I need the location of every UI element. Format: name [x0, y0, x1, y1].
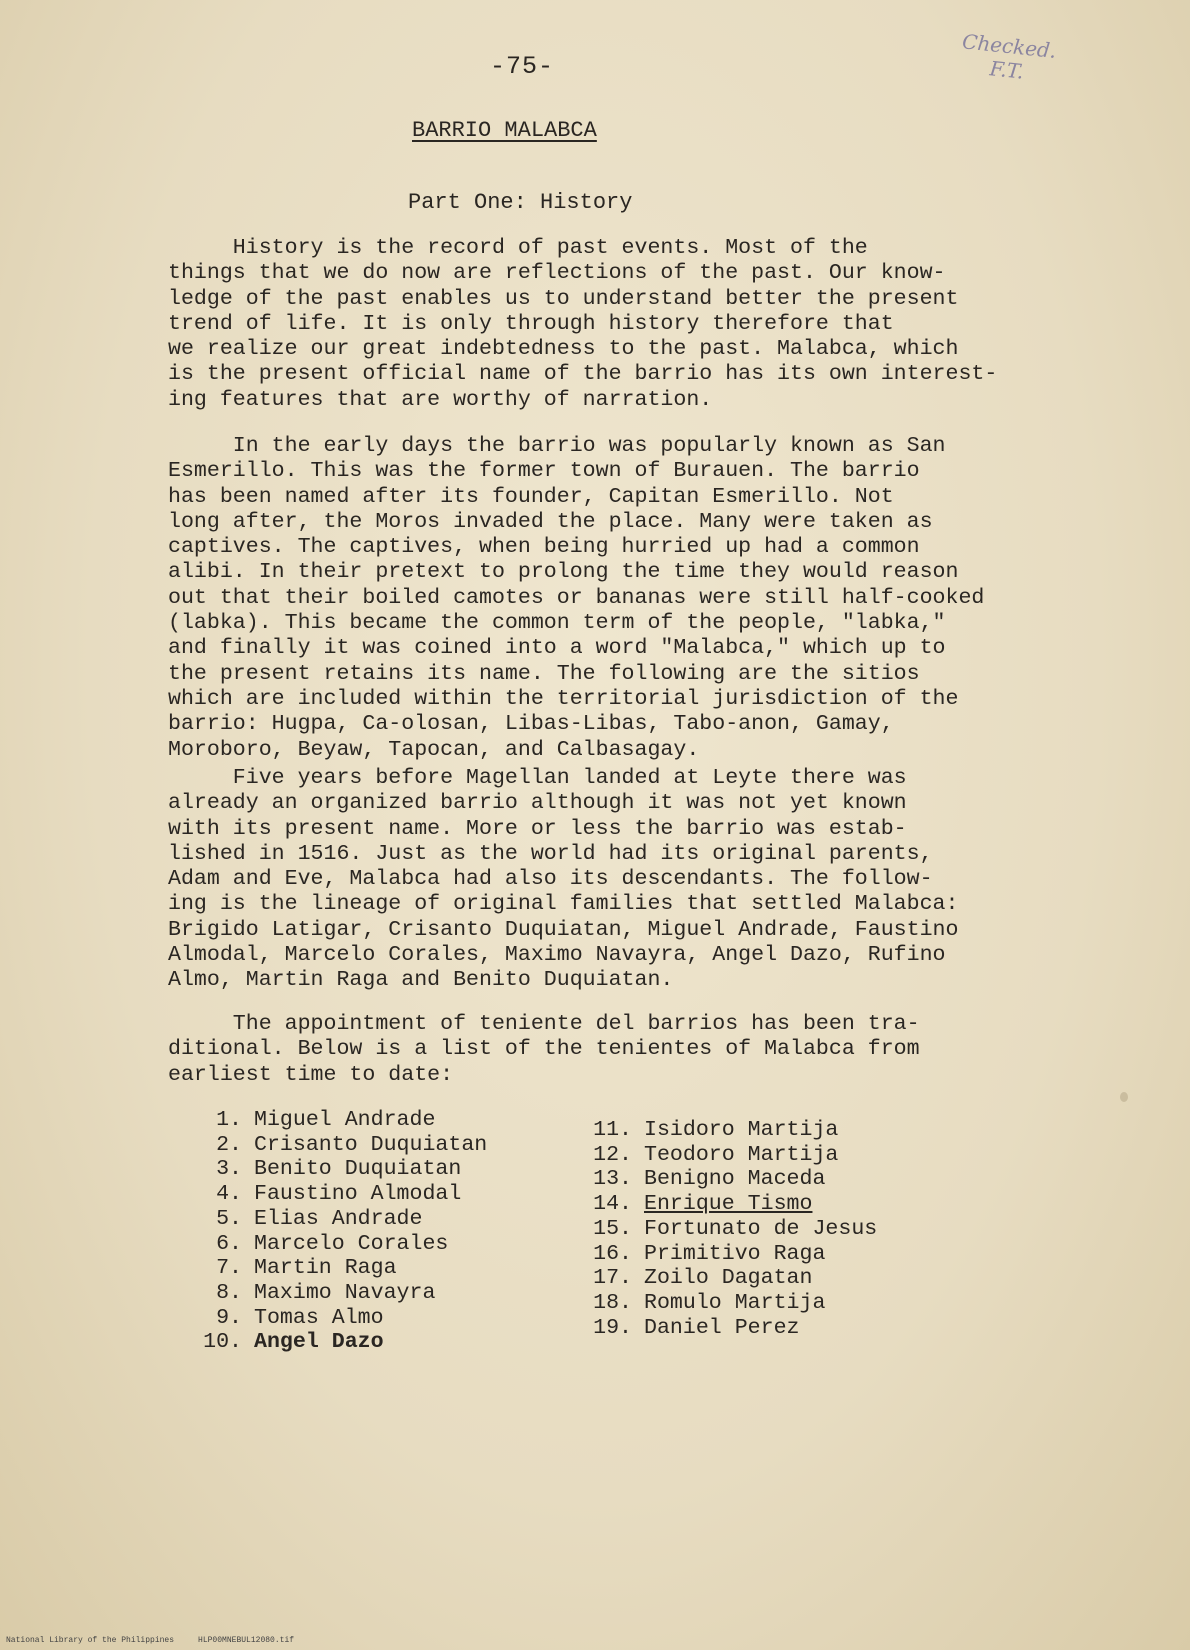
list-item: 12. Teodoro Martija: [593, 1142, 839, 1167]
list-item: 19. Daniel Perez: [593, 1315, 800, 1340]
list-item: 14. Enrique Tismo: [593, 1192, 813, 1217]
archive-footer: National Library of the Philippines HLP00MNEBUL12080.tif: [6, 1636, 295, 1645]
section-heading: Part One: History: [408, 190, 633, 215]
paragraph-founding: Five years before Magellan landed at Leyte there was already an organized barrio although it was not yet known with its present name. More or less the barrio was estab- lished in 1516. Just as the world had its original parents, Adam and Eve, Malabca had also its descendants. The follow- ing is the lineage of original families that settled Malabca: Brigido Latigar, Crisanto Duquiatan, Miguel Andrade, Faustino Almodal, Marcelo Corales, Maximo Navayra, Angel Dazo, Rufino Almo, Martin Raga and Benito Duquiatan.: [168, 766, 959, 993]
tenientes-list-left: [190, 1108, 487, 1355]
list-item: 11. Isidoro Martija: [593, 1118, 839, 1142]
list-item: 4. Faustino Almodal: [216, 1182, 462, 1207]
list-item: 6. Marcelo Corales: [216, 1231, 449, 1256]
list-item: 8. Maximo Navayra: [216, 1280, 436, 1305]
list-item: 3. Benito Duquiatan: [216, 1157, 462, 1182]
list-item: 9. Tomas Almo: [216, 1305, 384, 1330]
list-item: 18. Romulo Martija: [593, 1290, 826, 1315]
list-item: 2. Crisanto Duquiatan: [216, 1132, 488, 1157]
list-item: 17. Zoilo Dagatan: [593, 1266, 813, 1291]
list-item: 1. Miguel Andrade: [216, 1108, 436, 1132]
list-item: 13. Benigno Maceda: [593, 1167, 826, 1192]
paragraph-history-intro: History is the record of past events. Most of the things that we do now are reflections of the past. Our know- ledge of the past enables us to understand better the present trend of life. It is only through history therefore that we realize our great indebtedness to the past. Malabca, which is the present official name of the barrio has its own interest- ing features that are worthy of narration.: [168, 236, 998, 412]
list-item: 15. Fortunato de Jesus: [593, 1216, 878, 1241]
document-title: BARRIO MALABCA: [412, 118, 597, 143]
tenientes-list-right: [580, 1118, 877, 1340]
paper-blemish: [1120, 1092, 1128, 1102]
list-item: 10. Angel Dazo: [203, 1330, 384, 1355]
list-item: 7. Martin Raga: [216, 1256, 397, 1281]
list-item: 5. Elias Andrade: [216, 1206, 423, 1231]
page-number: -75-: [490, 52, 555, 81]
handwritten-annotation: Checked. F.T.: [961, 29, 1058, 84]
paragraph-early-days: In the early days the barrio was popularly known as San Esmerillo. This was the former town of Burauen. The barrio has been named after its founder, Capitan Esmerillo. Not long after, the Moros invaded the place. Many were taken as captives. The captives, when being hurried up had a common alibi. In their pretext to prolong the time they would reason out that their boiled camotes or bananas were still half-cooked (labka). This became the common term of the people, "labka," and finally it was coined into a word "Malabca," which up to the present retains its name. The following are the sitios which are included within the territorial jurisdiction of the barrio: Hugpa, Ca-olosan, Libas-Libas, Tabo-anon, Gamay, Moroboro, Beyaw, Tapocan, and Calbasagay.: [168, 434, 985, 762]
paragraph-tenientes-intro: The appointment of teniente del barrios has been tra- ditional. Below is a list of the tenientes of Malabca from earliest time to date:: [168, 1012, 920, 1087]
list-item: 16. Primitivo Raga: [593, 1241, 826, 1266]
